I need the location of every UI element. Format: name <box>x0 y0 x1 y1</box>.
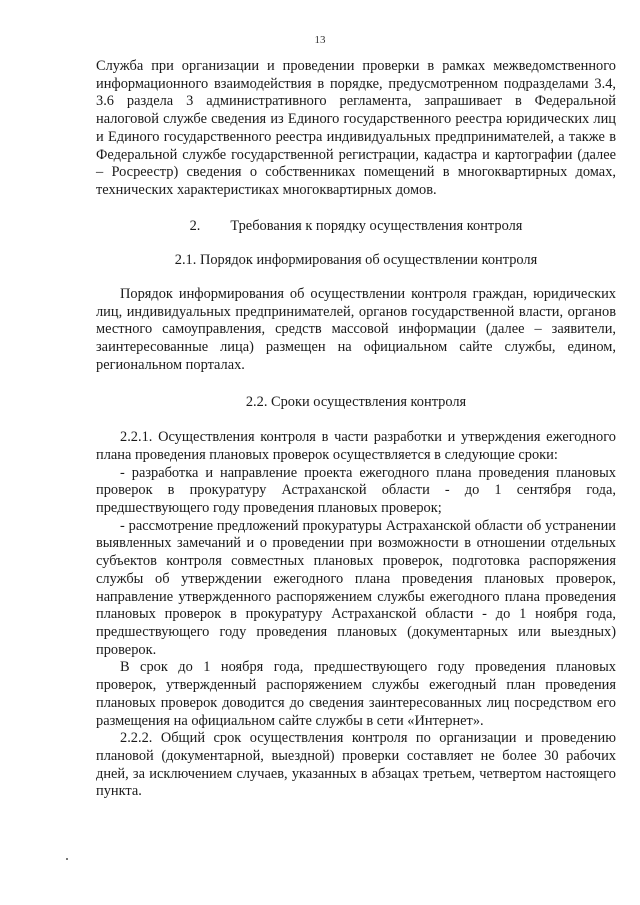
list-item-prosecutor-review: - рассмотрение предложений прокуратуры Астраханской области об устранении выявленных замечаний и о проведении при возможности в отношении отдельных субъектов контроля совместных плановых проверок, подготовка распоряжения службы об утверждении ежегодного плана проведения плановых проверок, направление утвержденного распоряжением службы ежегодного плана проведения плановых проверок в прокуратуру Астраханской области - до 1 ноября года, предшествующего году проведения плановых (документарных или выездных) проверок. <box>96 517 616 658</box>
paragraph-2-2-1: 2.2.1. Осуществления контроля в части разработки и утверждения ежегодного плана проведения плановых проверок осуществляется в следующие сроки: <box>96 429 616 463</box>
section-heading-2 <box>96 218 616 236</box>
subsection-heading-2-2: 2.2. Сроки осуществления контроля <box>245 393 467 410</box>
page-content <box>96 58 616 801</box>
paragraph-2-2-2: 2.2.2. Общий срок осуществления контроля по организации и проведению плановой (документарной, выездной) проверки составляет не более 30 рабочих дней, за исключением случаев, указанных в абзацах третьем, четвертом настоящего пункта. <box>96 730 616 800</box>
paragraph-informing-order: Порядок информирования об осуществлении контроля граждан, юридических лиц, индивидуальных предпринимателей, органов государственной власти, органов местного самоуправления, средств массовой информации (далее – заявители, заинтересованные лица) размещен на официальном сайте службы, едином, региональном порталах. <box>96 286 616 373</box>
section-number: 2. <box>189 217 201 234</box>
subsection-heading-2-1: 2.1. Порядок информирования об осуществлении контроля <box>174 252 538 269</box>
scan-speck <box>66 858 68 860</box>
section-title: Требования к порядку осуществления контроля <box>230 217 523 234</box>
list-item-draft-plan: - разработка и направление проекта ежегодного плана проведения плановых проверок в прокуратуру Астраханской области - до 1 сентября года, предшествующего году проведения плановых проверок; <box>96 464 616 517</box>
intro-paragraph: Служба при организации и проведении проверки в рамках межведомственного информационного взаимодействия в порядке, предусмотренном подразделами 3.4, 3.6 раздела 3 административного регламента, запрашивает в Федеральной налоговой службе сведения из Единого государственного реестра юридических лиц и Единого государственного реестра индивидуальных предпринимателей, а также в Федеральной службе государственной регистрации, кадастра и картографии (далее – Росреестр) сведения о собственниках помещений в многоквартирных домах, технических характеристиках многоквартирных домов. <box>96 58 616 198</box>
page-number: 13 <box>314 34 326 46</box>
paragraph-plan-publication: В срок до 1 ноября года, предшествующего году проведения плановых проверок, утвержденный распоряжением службы ежегодный план проведения плановых проверок доводится до сведения заинтересованных лиц посредством его размещения на официальном сайте службы в сети «Интернет». <box>96 659 616 729</box>
